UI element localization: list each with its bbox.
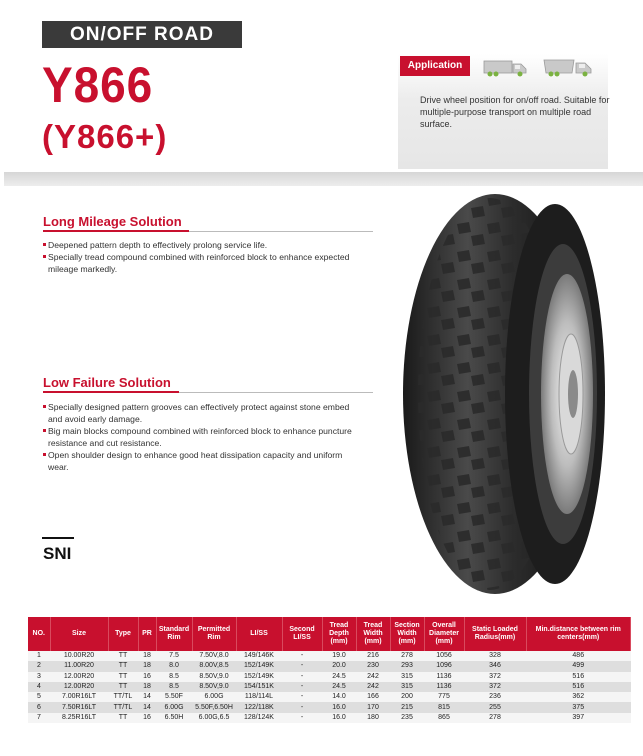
table-cell: 362 <box>526 692 631 702</box>
category-badge: ON/OFF ROAD <box>42 21 242 48</box>
table-cell: 375 <box>526 702 631 712</box>
table-cell: 1136 <box>424 672 464 682</box>
table-cell: 242 <box>356 682 390 692</box>
table-cell: 170 <box>356 702 390 712</box>
table-cell: 20.0 <box>322 661 356 671</box>
table-cell: 152/149K <box>236 661 282 671</box>
table-header: Overall Diameter (mm) <box>424 617 464 651</box>
table-cell: 346 <box>464 661 526 671</box>
table-cell: 516 <box>526 672 631 682</box>
table-cell: 215 <box>390 702 424 712</box>
spec-table <box>28 617 631 723</box>
table-cell: 815 <box>424 702 464 712</box>
bullet-item: Specially tread compound combined with reinforced block to enhance expected mileage markedly. <box>43 251 363 275</box>
table-header: PR <box>138 617 156 651</box>
table-cell: 2 <box>28 661 50 671</box>
table-cell: 6.00G <box>156 702 192 712</box>
table-cell: 315 <box>390 682 424 692</box>
table-cell: 230 <box>356 661 390 671</box>
table-cell: TT/TL <box>108 692 138 702</box>
low-failure-bullets <box>43 401 363 473</box>
table-cell: 8.00V,8.5 <box>192 661 236 671</box>
table-cell: 7.50V,8.0 <box>192 651 236 661</box>
table-header: Standard Rim <box>156 617 192 651</box>
table-cell: 293 <box>390 661 424 671</box>
table-cell: - <box>282 692 322 702</box>
table-header: Min.distance between rim centers(mm) <box>526 617 631 651</box>
table-cell: 1096 <box>424 661 464 671</box>
table-cell: 1136 <box>424 682 464 692</box>
table-cell: 372 <box>464 672 526 682</box>
long-mileage-bullets <box>43 239 363 275</box>
table-cell: 14 <box>138 702 156 712</box>
table-cell: 14 <box>138 692 156 702</box>
table-cell: 24.5 <box>322 682 356 692</box>
bullet-item: Big main blocks compound combined with reinforced block to enhance puncture resistance and cut resistance. <box>43 425 363 449</box>
model-title: Y866 <box>42 57 154 113</box>
table-cell: 152/149K <box>236 672 282 682</box>
table-cell: 1 <box>28 651 50 661</box>
section-title-long-mileage: Long Mileage Solution <box>43 214 182 229</box>
dump-truck-icon <box>542 57 597 79</box>
table-cell: 6 <box>28 702 50 712</box>
sni-logo <box>42 535 74 563</box>
table-cell: 18 <box>138 682 156 692</box>
spec-table-body <box>28 651 631 723</box>
sni-logo-text: SNI <box>43 544 72 563</box>
table-cell: 775 <box>424 692 464 702</box>
table-row <box>28 682 631 692</box>
table-cell: 7 <box>28 713 50 723</box>
table-header: Second LI/SS <box>282 617 322 651</box>
table-cell: 6.00G <box>192 692 236 702</box>
table-cell: 7.00R16LT <box>50 692 108 702</box>
section-underline <box>43 231 373 232</box>
table-cell: 5.50F,6.50H <box>192 702 236 712</box>
table-cell: 12.00R20 <box>50 672 108 682</box>
table-cell: 166 <box>356 692 390 702</box>
table-cell: 278 <box>390 651 424 661</box>
table-cell: 18 <box>138 651 156 661</box>
table-cell: 1056 <box>424 651 464 661</box>
table-cell: - <box>282 682 322 692</box>
table-header: LI/SS <box>236 617 282 651</box>
table-cell: TT <box>108 672 138 682</box>
table-cell: 16 <box>138 713 156 723</box>
table-header: NO. <box>28 617 50 651</box>
tyre-image <box>395 192 610 597</box>
table-header: Tread Depth (mm) <box>322 617 356 651</box>
table-cell: - <box>282 661 322 671</box>
table-cell: 12.00R20 <box>50 682 108 692</box>
table-cell: 6.50H <box>156 713 192 723</box>
table-cell: TT/TL <box>108 702 138 712</box>
table-row <box>28 661 631 671</box>
table-row <box>28 692 631 702</box>
table-cell: 242 <box>356 672 390 682</box>
table-cell: - <box>282 702 322 712</box>
table-cell: 372 <box>464 682 526 692</box>
model-variant: (Y866+) <box>42 118 168 155</box>
table-cell: 3 <box>28 672 50 682</box>
table-header: Size <box>50 617 108 651</box>
table-cell: 16.0 <box>322 713 356 723</box>
table-header: Section Width (mm) <box>390 617 424 651</box>
table-cell: 278 <box>464 713 526 723</box>
table-cell: 8.25R16LT <box>50 713 108 723</box>
table-cell: 6.00G,6.5 <box>192 713 236 723</box>
table-cell: 16 <box>138 672 156 682</box>
table-header-row <box>28 617 631 651</box>
table-cell: 8.50V,9.0 <box>192 672 236 682</box>
table-cell: 255 <box>464 702 526 712</box>
table-row <box>28 651 631 661</box>
bullet-item: Deepened pattern depth to effectively prolong service life. <box>43 239 363 251</box>
section-underline <box>43 392 373 393</box>
table-cell: 154/151K <box>236 682 282 692</box>
table-cell: 8.5 <box>156 672 192 682</box>
table-header: Type <box>108 617 138 651</box>
table-cell: 19.0 <box>322 651 356 661</box>
table-cell: 18 <box>138 661 156 671</box>
table-row <box>28 713 631 723</box>
application-label: Application <box>400 56 470 76</box>
table-cell: 122/118K <box>236 702 282 712</box>
table-cell: 200 <box>390 692 424 702</box>
table-cell: TT <box>108 661 138 671</box>
application-description: Drive wheel position for on/off road. Suitable for multiple-purpose transport on multiple road surface. <box>420 95 610 129</box>
table-cell: 397 <box>526 713 631 723</box>
table-cell: 8.5 <box>156 682 192 692</box>
table-cell: 14.0 <box>322 692 356 702</box>
table-cell: 499 <box>526 661 631 671</box>
table-cell: 118/114L <box>236 692 282 702</box>
table-cell: 24.5 <box>322 672 356 682</box>
table-cell: 180 <box>356 713 390 723</box>
table-row <box>28 702 631 712</box>
table-cell: 16.0 <box>322 702 356 712</box>
table-cell: - <box>282 713 322 723</box>
table-cell: 7.50R16LT <box>50 702 108 712</box>
table-cell: - <box>282 672 322 682</box>
table-header: Static Loaded Radius(mm) <box>464 617 526 651</box>
table-cell: 7.5 <box>156 651 192 661</box>
table-cell: - <box>282 651 322 661</box>
section-title-low-failure: Low Failure Solution <box>43 375 171 390</box>
table-row <box>28 672 631 682</box>
table-header: Tread Width (mm) <box>356 617 390 651</box>
table-cell: TT <box>108 713 138 723</box>
table-cell: 235 <box>390 713 424 723</box>
table-cell: 865 <box>424 713 464 723</box>
bullet-item: Specially designed pattern grooves can effectively protect against stone embed and avoid early damage. <box>43 401 363 425</box>
table-cell: TT <box>108 682 138 692</box>
table-cell: 5 <box>28 692 50 702</box>
table-cell: 236 <box>464 692 526 702</box>
table-cell: 128/124K <box>236 713 282 723</box>
table-cell: 216 <box>356 651 390 661</box>
table-header: Permitted Rim <box>192 617 236 651</box>
table-cell: 486 <box>526 651 631 661</box>
truck-icon <box>483 57 533 79</box>
bullet-item: Open shoulder design to enhance good heat dissipation capacity and uniform wear. <box>43 449 363 473</box>
table-cell: 8.50V,9.0 <box>192 682 236 692</box>
section-divider <box>4 172 643 186</box>
table-cell: 149/146K <box>236 651 282 661</box>
table-cell: 8.0 <box>156 661 192 671</box>
table-cell: 315 <box>390 672 424 682</box>
table-cell: 4 <box>28 682 50 692</box>
table-cell: 11.00R20 <box>50 661 108 671</box>
table-cell: 5.50F <box>156 692 192 702</box>
table-cell: 516 <box>526 682 631 692</box>
table-cell: 328 <box>464 651 526 661</box>
table-cell: 10.00R20 <box>50 651 108 661</box>
table-cell: TT <box>108 651 138 661</box>
